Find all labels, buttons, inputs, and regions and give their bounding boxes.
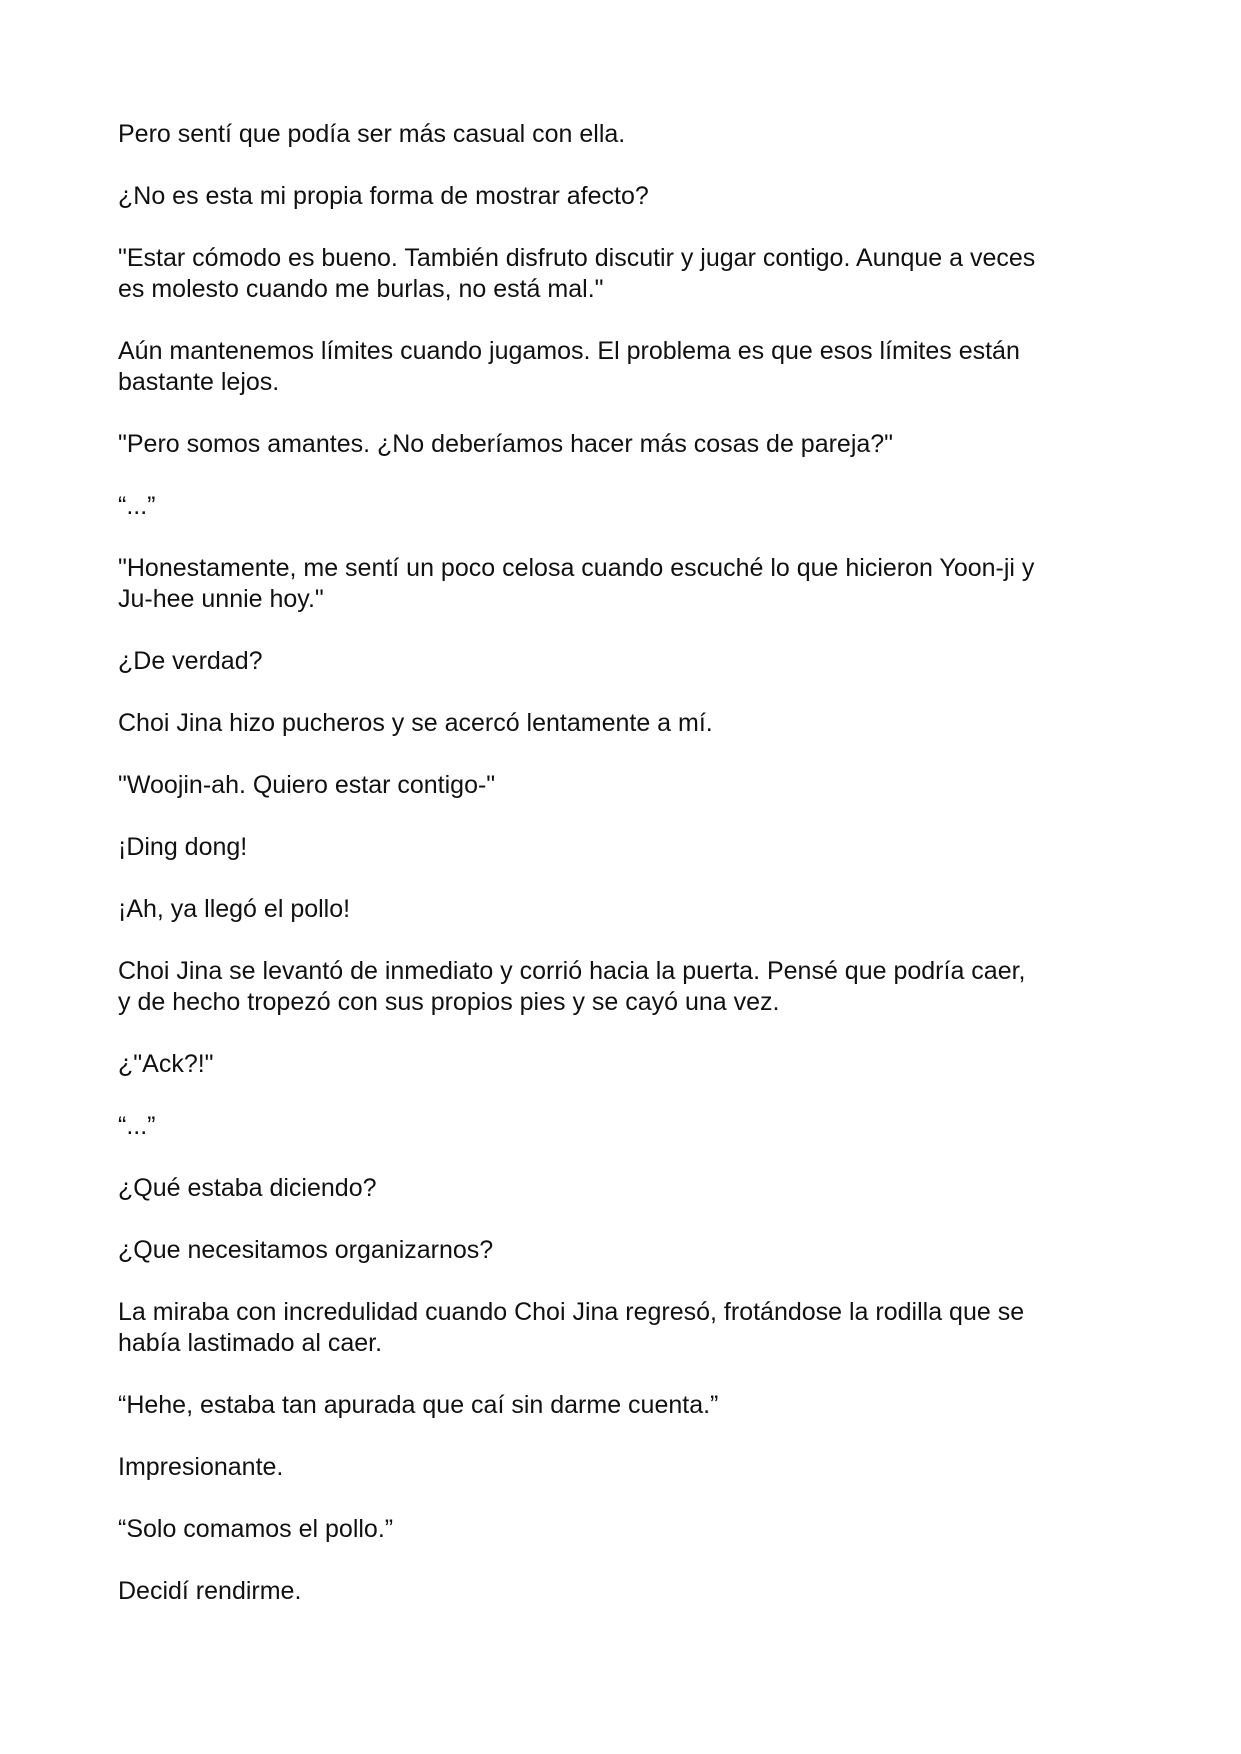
paragraph: Decidí rendirme. bbox=[118, 1577, 302, 1605]
paragraph: ¿"Ack?!" bbox=[118, 1050, 214, 1078]
paragraph: Pero sentí que podía ser más casual con ella. bbox=[118, 120, 626, 148]
paragraph: La miraba con incredulidad cuando Choi Jina regresó, frotándose la rodilla que se había lastimado al caer. bbox=[118, 1298, 1025, 1357]
paragraph: ¿No es esta mi propia forma de mostrar afecto? bbox=[118, 182, 649, 210]
paragraph: Impresionante. bbox=[118, 1453, 284, 1481]
paragraph: "Woojin-ah. Quiero estar contigo-" bbox=[118, 771, 496, 799]
paragraph: ¿Que necesitamos organizarnos? bbox=[118, 1236, 494, 1264]
paragraph: "Honestamente, me sentí un poco celosa cuando escuché lo que hicieron Yoon-ji y Ju-hee unnie hoy." bbox=[118, 554, 1035, 613]
paragraph: ¡Ah, ya llegó el pollo! bbox=[118, 895, 351, 923]
paragraph: Choi Jina se levantó de inmediato y corrió hacia la puerta. Pensé que podría caer, y de hecho tropezó con sus propios pies y se cayó una vez. bbox=[118, 957, 1026, 1016]
document-page bbox=[118, 119, 1128, 1638]
paragraph: ¡Ding dong! bbox=[118, 833, 248, 861]
paragraph: “Hehe, estaba tan apurada que caí sin darme cuenta.” bbox=[118, 1391, 719, 1419]
paragraph: “...” bbox=[118, 1112, 156, 1140]
paragraph: Aún mantenemos límites cuando jugamos. El problema es que esos límites están bastante lejos. bbox=[118, 337, 1020, 396]
paragraph: “...” bbox=[118, 492, 156, 520]
paragraph: “Solo comamos el pollo.” bbox=[118, 1515, 394, 1543]
paragraph: "Estar cómodo es bueno. También disfruto discutir y jugar contigo. Aunque a veces es molesto cuando me burlas, no está mal." bbox=[118, 244, 1036, 303]
paragraph: "Pero somos amantes. ¿No deberíamos hacer más cosas de pareja?" bbox=[118, 430, 894, 458]
paragraph: ¿De verdad? bbox=[118, 647, 263, 675]
paragraph: ¿Qué estaba diciendo? bbox=[118, 1174, 377, 1202]
paragraph: Choi Jina hizo pucheros y se acercó lentamente a mí. bbox=[118, 709, 713, 737]
